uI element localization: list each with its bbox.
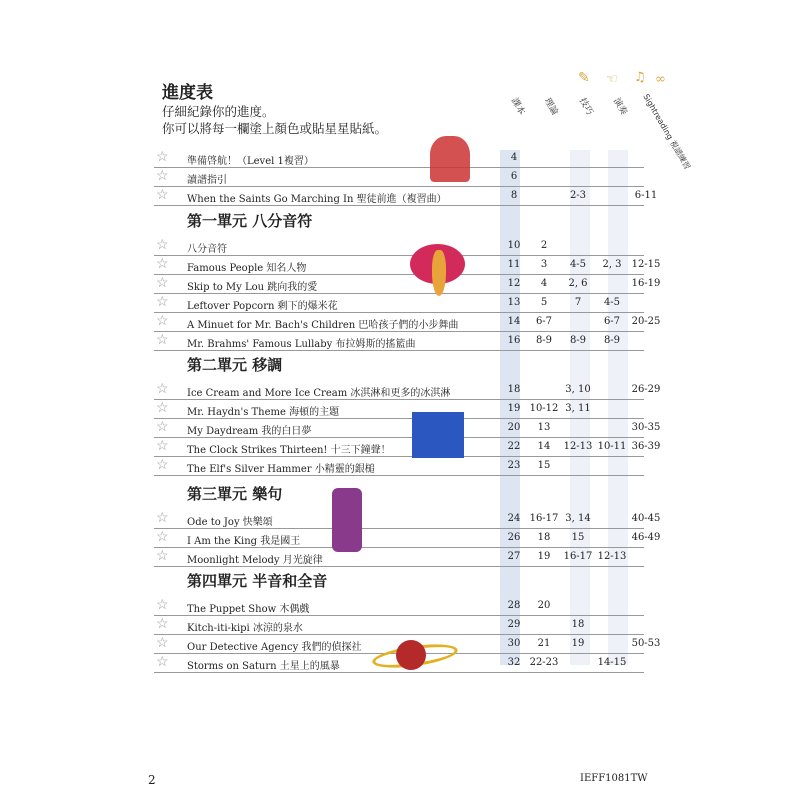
page-ref-cell: 21 xyxy=(537,638,551,649)
page-ref-cell: 36-39 xyxy=(631,441,661,452)
page-ref-cell: 3, 14 xyxy=(565,513,591,524)
table-row xyxy=(154,509,661,529)
table-row xyxy=(154,399,644,419)
ice-cream-cone xyxy=(432,250,446,296)
star-icon[interactable]: ☆ xyxy=(156,256,169,272)
page-ref-cell: 32 xyxy=(507,657,521,668)
page-ref-cell: 3, 11 xyxy=(565,403,591,414)
page-ref-cell: 20 xyxy=(507,422,521,433)
subtitle-line: 仔細紀錄你的進度。 xyxy=(162,104,275,119)
piece-title: Storms on Saturn 土星上的風暴 xyxy=(187,661,340,672)
king-illustration xyxy=(332,488,362,552)
page-ref-cell: 50-53 xyxy=(631,638,661,649)
piece-title: The Puppet Show 木偶戲 xyxy=(187,604,310,615)
star-icon[interactable]: ☆ xyxy=(156,400,169,416)
page-ref-cell: 28 xyxy=(507,600,521,611)
piece-title: Our Detective Agency 我們的偵探社 xyxy=(187,642,362,653)
piece-title: Mr. Brahms' Famous Lullaby 布拉姆斯的搖籃曲 xyxy=(187,339,416,350)
table-row xyxy=(154,186,658,206)
page-ref-cell: 26 xyxy=(507,532,521,543)
piece-title: Mr. Haydn's Theme 海頓的主題 xyxy=(187,407,340,418)
page-ref-cell: 11 xyxy=(507,259,521,270)
table-row xyxy=(154,596,644,616)
page-ref-cell: 20-25 xyxy=(631,316,661,327)
column-header: 演奏 xyxy=(610,96,629,118)
piece-title: Leftover Popcorn 剩下的爆米花 xyxy=(187,301,338,312)
mouse-illustration xyxy=(430,136,470,182)
piece-title: Kitch-iti-kipi 冰涼的泉水 xyxy=(187,623,303,634)
section-heading: 第二單元 移調 xyxy=(187,356,283,374)
page-ref-cell: 19 xyxy=(507,403,521,414)
table-row xyxy=(154,528,661,548)
table-row xyxy=(154,293,644,313)
table-row xyxy=(154,274,661,294)
piece-title: My Daydream 我的白日夢 xyxy=(187,426,312,437)
piece-title: Skip to My Lou 跳向我的愛 xyxy=(187,282,318,293)
page-ref-cell: 20 xyxy=(537,600,551,611)
piece-title: I Am the King 我是國王 xyxy=(187,536,301,547)
table-row xyxy=(154,236,644,256)
page-ref-cell: 2-3 xyxy=(569,190,587,201)
page-ref-cell: 14 xyxy=(537,441,551,452)
page-ref-cell: 16-17 xyxy=(529,513,559,524)
section-heading: 第四單元 半音和全音 xyxy=(187,572,328,590)
table-row xyxy=(154,167,644,187)
page-ref-cell: 8-9 xyxy=(535,335,553,346)
page-ref-cell: 16 xyxy=(507,335,521,346)
page-ref-cell: 16-19 xyxy=(631,278,661,289)
star-icon[interactable]: ☆ xyxy=(156,597,169,613)
star-icon[interactable]: ☆ xyxy=(156,616,169,632)
subtitle-line: 你可以將每一欄塗上顏色或貼星星貼紙。 xyxy=(162,121,388,136)
page-ref-cell: 3 xyxy=(540,259,548,270)
piece-title: Famous People 知名人物 xyxy=(187,263,307,274)
piece-title: The Clock Strikes Thirteen! 十三下鐘聲！ xyxy=(187,445,391,456)
star-icon[interactable]: ☆ xyxy=(156,635,169,651)
page-ref-cell: 3, 10 xyxy=(565,384,591,395)
piece-title: 八分音符 xyxy=(187,244,227,255)
page-ref-cell: 29 xyxy=(507,619,521,630)
piece-title: 讀譜指引 xyxy=(187,175,227,186)
star-icon[interactable]: ☆ xyxy=(156,419,169,435)
page-ref-cell: 13 xyxy=(537,422,551,433)
column-header: 技巧 xyxy=(576,96,595,118)
page-ref-cell: 10-12 xyxy=(529,403,559,414)
page-ref-cell: 6 xyxy=(510,171,518,182)
page-ref-cell: 13 xyxy=(507,297,521,308)
product-code: IEFF1081TW xyxy=(580,773,648,784)
page-ref-cell: 24 xyxy=(507,513,521,524)
page-ref-cell: 15 xyxy=(571,532,585,543)
star-icon[interactable]: ☆ xyxy=(156,313,169,329)
music-icon: ♫ xyxy=(634,70,646,85)
clock-scene-illustration xyxy=(412,412,464,458)
page-ref-cell: 12-15 xyxy=(631,259,661,270)
page-ref-cell: 14 xyxy=(507,316,521,327)
star-icon[interactable]: ☆ xyxy=(156,548,169,564)
page-ref-cell: 27 xyxy=(507,551,521,562)
table-row xyxy=(154,380,661,400)
page-ref-cell: 2, 3 xyxy=(602,259,622,270)
piece-title: 準備啓航！（Level 1複習） xyxy=(187,156,314,167)
pencil-icon: ✎ xyxy=(578,70,590,86)
column-header: 課本 xyxy=(508,96,527,118)
star-icon[interactable]: ☆ xyxy=(156,529,169,545)
table-row xyxy=(154,148,644,168)
page-number: 2 xyxy=(148,773,156,787)
section-heading: 第一單元 八分音符 xyxy=(187,212,313,230)
table-row xyxy=(154,547,644,567)
piece-title: When the Saints Go Marching In 聖徒前進（複習曲） xyxy=(187,194,447,205)
page-ref-cell: 8 xyxy=(510,190,518,201)
saturn-illustration xyxy=(396,640,426,670)
page-ref-cell: 4-5 xyxy=(603,297,621,308)
table-row xyxy=(154,615,644,635)
page-ref-cell: 16-17 xyxy=(563,551,593,562)
page-ref-cell: 6-7 xyxy=(603,316,621,327)
star-icon[interactable]: ☆ xyxy=(156,294,169,310)
page-ref-cell: 18 xyxy=(571,619,585,630)
page-ref-cell: 4 xyxy=(540,278,548,289)
section-heading: 第三單元 樂句 xyxy=(187,485,283,503)
page-ref-cell: 12 xyxy=(507,278,521,289)
star-icon[interactable]: ☆ xyxy=(156,438,169,454)
star-icon[interactable]: ☆ xyxy=(156,457,169,473)
star-icon[interactable]: ☆ xyxy=(156,237,169,253)
page-ref-cell: 14-15 xyxy=(597,657,627,668)
piece-title: Moonlight Melody 月光旋律 xyxy=(187,555,323,566)
page-ref-cell: 19 xyxy=(571,638,585,649)
page-ref-cell: 18 xyxy=(537,532,551,543)
page-ref-cell: 46-49 xyxy=(631,532,661,543)
piece-title: Ice Cream and More Ice Cream 冰淇淋和更多的冰淇淋 xyxy=(187,388,451,399)
page-ref-cell: 23 xyxy=(507,460,521,471)
page-ref-cell: 10 xyxy=(507,240,521,251)
page-ref-cell: 4 xyxy=(510,152,518,163)
star-icon[interactable]: ☆ xyxy=(156,168,169,184)
page-ref-cell: 22-23 xyxy=(529,657,559,668)
page-ref-cell: 26-29 xyxy=(631,384,661,395)
page-ref-cell: 18 xyxy=(507,384,521,395)
page-ref-cell: 2, 6 xyxy=(568,278,588,289)
page-ref-cell: 5 xyxy=(540,297,548,308)
page-ref-cell: 6-7 xyxy=(535,316,553,327)
star-icon[interactable]: ☆ xyxy=(156,381,169,397)
page-ref-cell: 12-13 xyxy=(597,551,627,562)
table-row xyxy=(154,331,644,351)
page-ref-cell: 7 xyxy=(574,297,582,308)
table-row xyxy=(154,456,644,476)
page-ref-cell: 8-9 xyxy=(603,335,621,346)
table-row xyxy=(154,255,661,275)
table-row xyxy=(154,312,661,332)
page-ref-cell: 10-11 xyxy=(597,441,627,452)
page-ref-cell: 15 xyxy=(537,460,551,471)
page-ref-cell: 6-11 xyxy=(634,190,658,201)
glasses-icon: ∞ xyxy=(655,72,666,87)
piece-title: A Minuet for Mr. Bach's Children 巴哈孩子們的小步舞曲 xyxy=(187,320,459,331)
page-ref-cell: 2 xyxy=(540,240,548,251)
star-icon[interactable]: ☆ xyxy=(156,332,169,348)
star-icon[interactable]: ☆ xyxy=(156,654,169,670)
column-header: Sightreading 視譜練習 xyxy=(641,92,692,172)
column-header: 理論 xyxy=(541,96,560,118)
page-title: 進度表 xyxy=(162,83,213,103)
star-icon[interactable]: ☆ xyxy=(156,275,169,291)
hand-icon: ☜ xyxy=(606,72,618,87)
star-icon[interactable]: ☆ xyxy=(156,510,169,526)
piece-title: The Elf's Silver Hammer 小精靈的銀槌 xyxy=(187,464,375,475)
page-ref-cell: 19 xyxy=(537,551,551,562)
page-ref-cell: 30-35 xyxy=(631,422,661,433)
page-ref-cell: 12-13 xyxy=(563,441,593,452)
star-icon[interactable]: ☆ xyxy=(156,149,169,165)
page-ref-cell: 4-5 xyxy=(569,259,587,270)
star-icon[interactable]: ☆ xyxy=(156,187,169,203)
page-ref-cell: 22 xyxy=(507,441,521,452)
piece-title: Ode to Joy 快樂頌 xyxy=(187,517,273,528)
page-ref-cell: 40-45 xyxy=(631,513,661,524)
table-row xyxy=(154,418,661,438)
page-ref-cell: 30 xyxy=(507,638,521,649)
page-ref-cell: 8-9 xyxy=(569,335,587,346)
table-row xyxy=(154,437,661,457)
